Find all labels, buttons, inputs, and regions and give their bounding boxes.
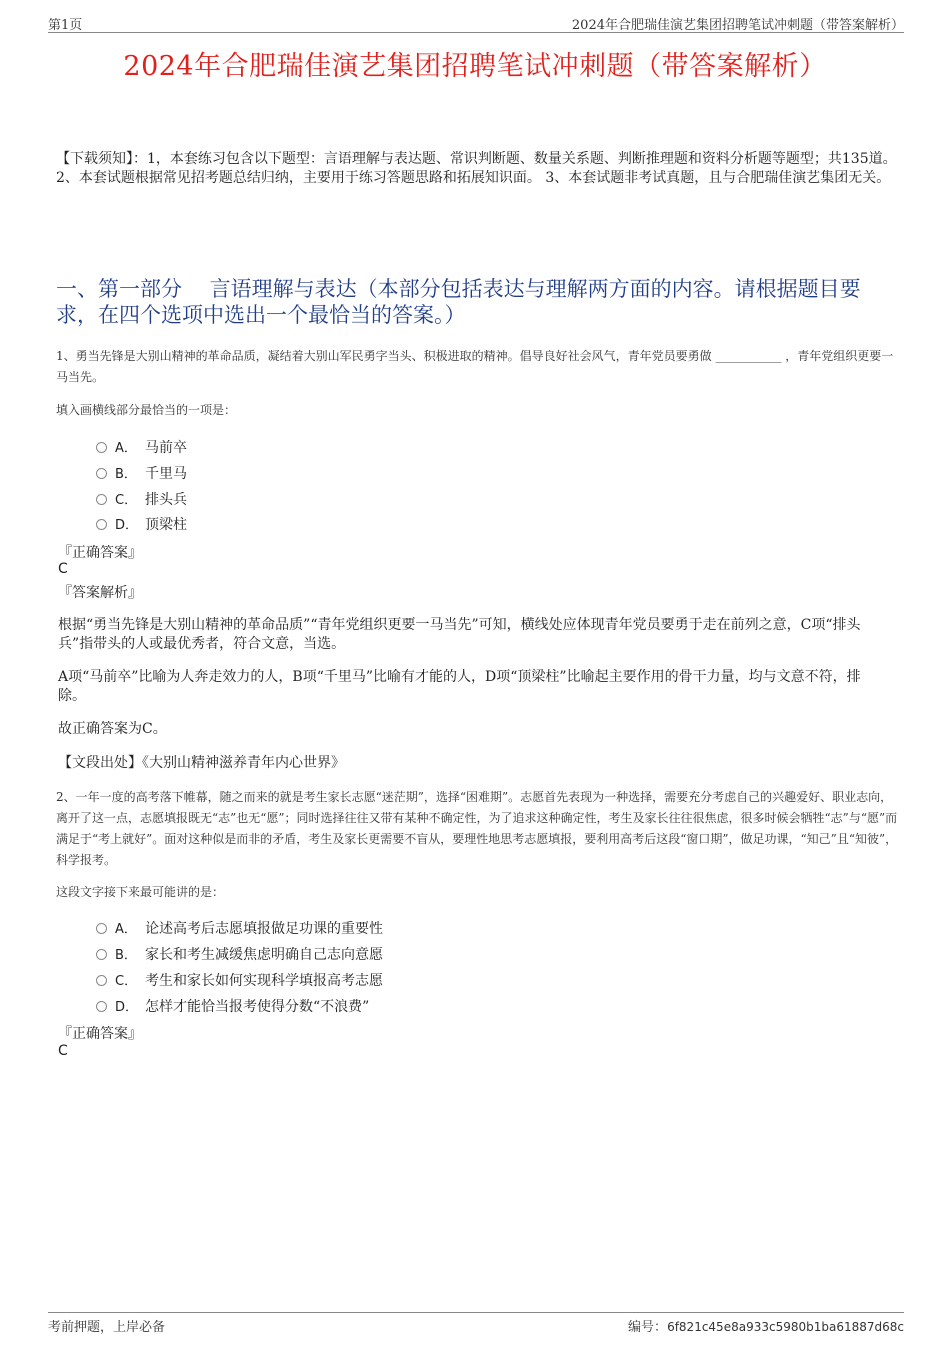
q1-source: 【文段出处】《大别山精神滋养青年内心世界》 (58, 755, 345, 771)
document-title: 2024年合肥瑞佳演艺集团招聘笔试冲刺题（带答案解析） (123, 51, 827, 82)
page-footer (48, 1312, 904, 1337)
q2-option-d[interactable]: D． 怎样才能恰当报考使得分数“不浪费” (96, 996, 369, 1016)
q1-answer: C (58, 561, 68, 577)
footer-code: 编号：6f821c45e8a933c5980b1ba61887d68c (628, 1320, 904, 1335)
q1-analysis-paragraph: 根据“勇当先锋是大别山精神的革命品质”“青年党组织更要一马当先”可知，横线处应体现青年党员要勇于走在前列之意，C项“排头兵”指带头的人或最优秀者，符合文意，当选。 (58, 617, 861, 652)
section-heading: 一、第一部分 言语理解与表达（本部分包括表达与理解两方面的内容。请根据题目要求，在四个选项中选出一个最恰当的答案。） (56, 277, 861, 327)
footer-slogan: 考前押题，上岸必备 (48, 1320, 166, 1335)
radio-icon[interactable] (96, 923, 107, 934)
q1-answer-label: 『正确答案』 (58, 545, 142, 561)
q1-option-b[interactable]: B． 千里马 (96, 463, 187, 483)
q1-option-a[interactable]: A． 马前卒 (96, 437, 187, 457)
page-number: 第1页 (48, 18, 83, 33)
q2-option-c[interactable]: C． 考生和家长如何实现科学填报高考志愿 (96, 970, 383, 990)
radio-icon[interactable] (96, 468, 107, 479)
question-2-text: 2、一年一度的高考落下帷幕，随之而来的就是考生家长志愿“迷茫期”，选择“困难期”。志愿首先表现为一种选择，需要充分考虑自己的兴趣爱好、职业志向，离开了这一点，志愿填报既无“志”也无“愿”；同时选择往往又带有某种不确定性，为了追求这种确定性，考生及家长往往很焦虑，很多时候会牺牲“志”与“愿”而满足于“考上就好”。面对这种似是而非的矛盾，考生及家长更需要不盲从，要理性地思考志愿填报，要利用高考后这段“窗口期”，做足功课，“知己”且“知彼”，科学报考。 (56, 790, 898, 867)
q1-analysis-conclusion: 故正确答案为C。 (58, 721, 167, 737)
download-notice: 【下载须知】：1，本套练习包含以下题型：言语理解与表达题、常识判断题、数量关系题、判断推理题和资料分析题等题型；共135道。 2、本套试题根据常见招考题总结归纳，主要用于练习答题思路和拓展知识面。 3、本套试题非考试真题，且与合肥瑞佳演艺集团无关。 (56, 151, 897, 186)
q2-option-a[interactable]: A． 论述高考后志愿填报做足功课的重要性 (96, 918, 383, 938)
question-1-text: 1、勇当先锋是大别山精神的革命品质，凝结着大别山军民勇字当头、积极进取的精神。倡导良好社会风气，青年党员要勇做 ___________ ，青年党组织更要一马当先。 (56, 349, 894, 384)
q2-answer: C (58, 1043, 68, 1059)
q1-option-c[interactable]: C． 排头兵 (96, 489, 187, 509)
q1-option-d[interactable]: D． 顶梁柱 (96, 514, 187, 534)
radio-icon[interactable] (96, 494, 107, 505)
question-2-prompt: 这段文字接下来最可能讲的是： (56, 885, 225, 899)
question-1-prompt: 填入画横线部分最恰当的一项是： (56, 403, 237, 417)
header-doc-title: 2024年合肥瑞佳演艺集团招聘笔试冲刺题（带答案解析） (571, 18, 904, 33)
radio-icon[interactable] (96, 519, 107, 530)
radio-icon[interactable] (96, 442, 107, 453)
q2-option-b[interactable]: B． 家长和考生减缓焦虑明确自己志向意愿 (96, 944, 383, 964)
q2-answer-label: 『正确答案』 (58, 1026, 142, 1042)
q1-analysis-label: 『答案解析』 (58, 585, 142, 601)
q1-analysis-paragraph: A项“马前卒”比喻为人奔走效力的人，B项“千里马”比喻有才能的人，D项“顶梁柱”比喻起主要作用的骨干力量，均与文意不符，排除。 (58, 669, 861, 704)
radio-icon[interactable] (96, 975, 107, 986)
radio-icon[interactable] (96, 949, 107, 960)
radio-icon[interactable] (96, 1001, 107, 1012)
page-header (48, 12, 904, 33)
